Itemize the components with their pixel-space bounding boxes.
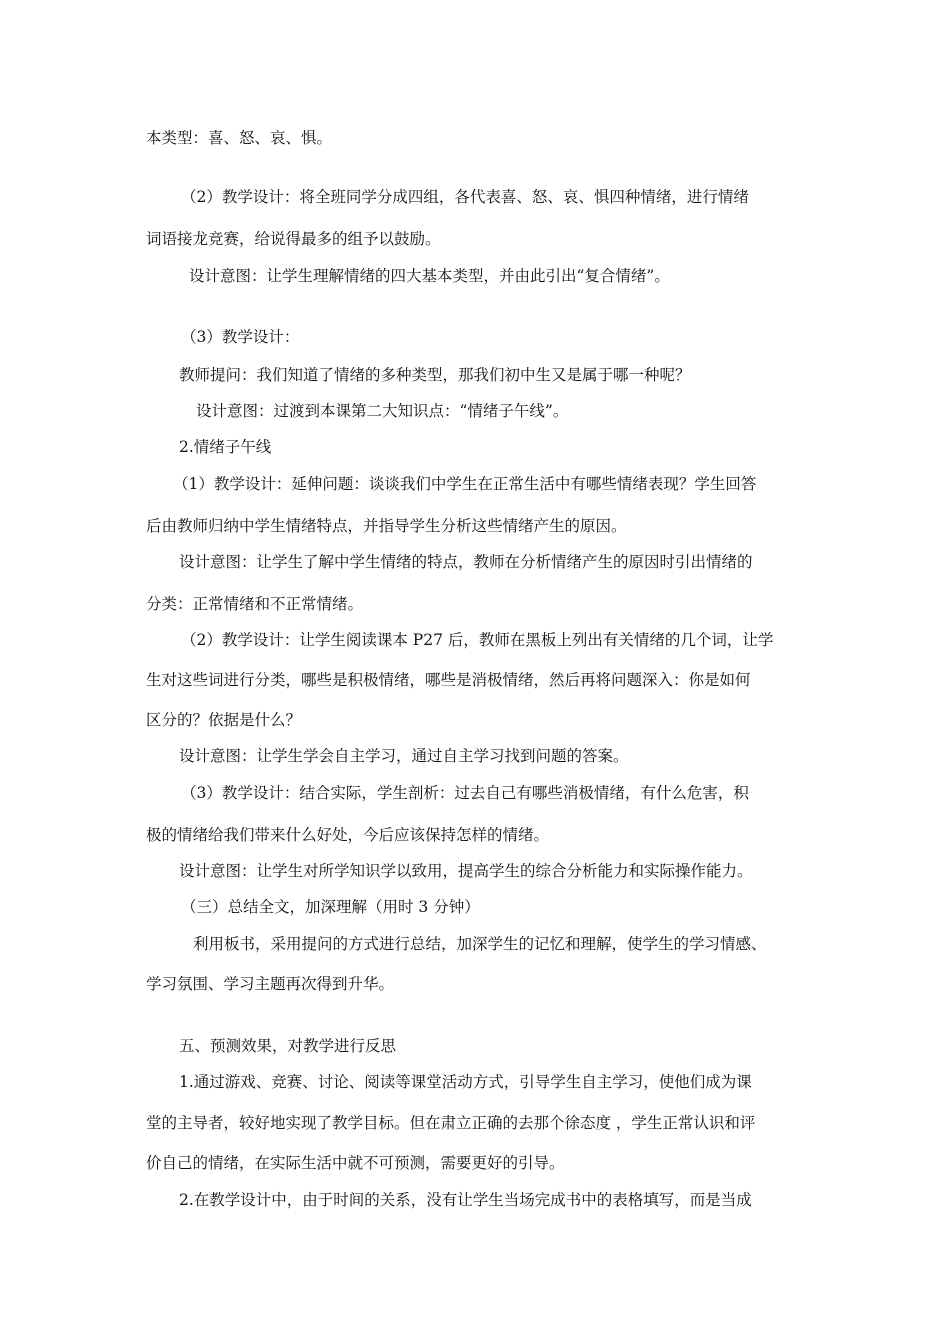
text-line: 本类型：喜、怒、哀、惧。 — [146, 129, 333, 147]
text-line: 2.在教学设计中，由于时间的关系，没有让学生当场完成书中的表格填写，而是当成 — [179, 1191, 752, 1209]
text-line: 利用板书，采用提问的方式进行总结，加深学生的记忆和理解，使学生的学习情感、 — [193, 935, 767, 953]
section-heading: 2.情绪子午线 — [179, 438, 272, 456]
text-line: 设计意图：让学生学会自主学习，通过自主学习找到问题的答案。 — [179, 747, 629, 765]
text-line: 设计意图：让学生对所学知识学以致用，提高学生的综合分析能力和实际操作能力。 — [179, 862, 753, 880]
text-line: 设计意图：过渡到本课第二大知识点：“情绪子午线”。 — [196, 402, 569, 420]
section-heading: 五、预测效果，对教学进行反思 — [179, 1037, 397, 1055]
text-line: 价自己的情绪，在实际生活中就不可预测，需要更好的引导。 — [146, 1154, 565, 1172]
text-line: 设计意图：让学生理解情绪的四大基本类型，并由此引出“复合情绪”。 — [189, 267, 670, 285]
text-line: 后由教师归纳中学生情绪特点，并指导学生分析这些情绪产生的原因。 — [146, 517, 627, 535]
section-heading: （三）总结全文，加深理解（用时 3 分钟） — [181, 898, 480, 916]
text-line: 极的情绪给我们带来什么好处，今后应该保持怎样的情绪。 — [146, 826, 550, 844]
text-line: 生对这些词进行分类，哪些是积极情绪，哪些是消极情绪，然后再将问题深入：你是如何 — [146, 671, 751, 689]
text-line: 堂的主导者，较好地实现了教学目标。但在肃立正确的去那个徐态度 ，学生正常认识和评 — [146, 1114, 756, 1132]
text-line: （2）教学设计：将全班同学分成四组，各代表喜、怒、哀、惧四种情绪，进行情绪 — [181, 188, 749, 206]
text-line: 教师提问：我们知道了情绪的多种类型，那我们初中生又是属于哪一种呢？ — [179, 366, 691, 384]
text-line: 学习氛围、学习主题再次得到升华。 — [146, 975, 395, 993]
text-line: 设计意图：让学生了解中学生情绪的特点，教师在分析情绪产生的原因时引出情绪的 — [179, 553, 753, 571]
text-line: （2）教学设计：让学生阅读课本 P27 后，教师在黑板上列出有关情绪的几个词，让学 — [181, 631, 774, 649]
text-line: 区分的？依据是什么？ — [146, 711, 302, 729]
text-line: 词语接龙竞赛，给说得最多的组予以鼓励。 — [146, 230, 441, 248]
text-line: 1.通过游戏、竞赛、讨论、阅读等课堂活动方式，引导学生自主学习，使他们成为课 — [179, 1073, 752, 1091]
text-line: （3）教学设计：结合实际，学生剖析：过去自己有哪些消极情绪，有什么危害，积 — [181, 784, 749, 802]
text-line: （3）教学设计： — [181, 328, 300, 346]
text-line: （1）教学设计：延伸问题：谈谈我们中学生在正常生活中有哪些情绪表现？学生回答 — [173, 475, 757, 493]
text-line: 分类：正常情绪和不正常情绪。 — [146, 595, 364, 613]
